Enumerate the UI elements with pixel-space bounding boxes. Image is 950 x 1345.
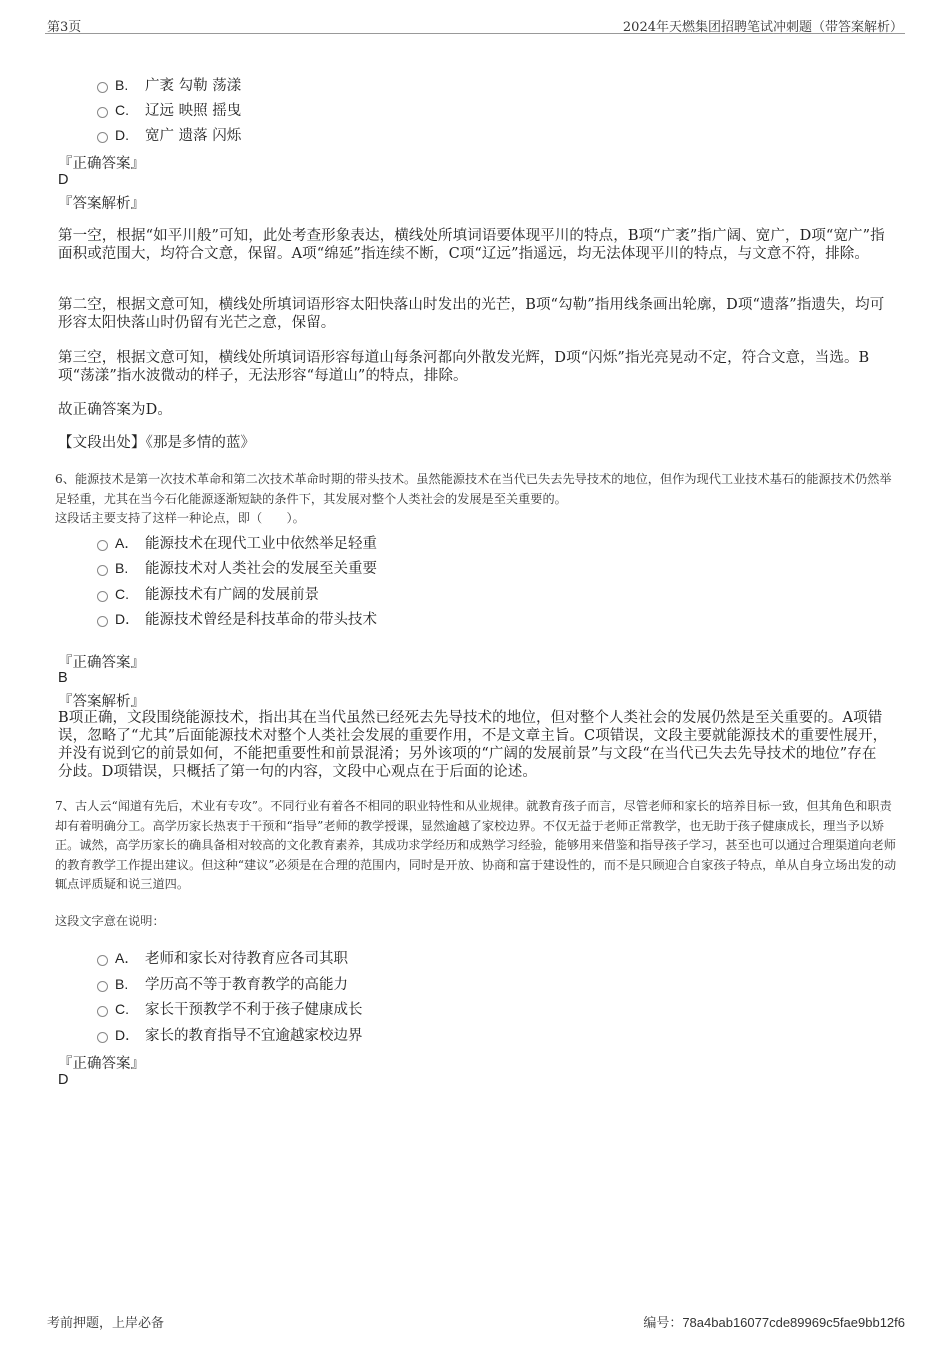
q5-answer-label: 『正确答案』 xyxy=(58,156,145,172)
q5-source: 【文段出处】《那是多情的蓝》 xyxy=(58,435,256,451)
radio-icon[interactable] xyxy=(97,1006,108,1017)
option-letter: B. xyxy=(115,559,129,576)
option-text: 宽广 遗落 闪烁 xyxy=(145,128,242,144)
radio-icon[interactable] xyxy=(97,955,108,966)
radio-icon[interactable] xyxy=(97,591,108,602)
option-text: 老师和家长对待教育应各司其职 xyxy=(145,951,348,967)
q5-analysis-label: 『答案解析』 xyxy=(58,196,145,212)
option-letter: A． xyxy=(115,949,139,966)
q7-answer: D xyxy=(58,1072,69,1088)
radio-icon[interactable] xyxy=(97,107,108,118)
q5-answer: D xyxy=(58,172,69,188)
radio-icon[interactable] xyxy=(97,616,108,627)
option-text: 能源技术曾经是科技革命的带头技术 xyxy=(145,612,377,628)
radio-icon[interactable] xyxy=(97,82,108,93)
code-label: 编号： xyxy=(643,1316,683,1331)
q5-analysis-para-3: 第三空，根据文意可知，横线处所填词语形容每道山每条河都向外散发光辉，D项“闪烁”指光亮晃动不定，符合文意，当选。B项“荡漾”指水波微动的样子，无法形容“每道山”的特点，排除。 xyxy=(58,350,870,384)
q5-option-d[interactable] xyxy=(97,124,241,145)
option-text: 辽远 映照 摇曳 xyxy=(145,103,242,119)
option-letter: D. xyxy=(115,126,129,143)
option-text: 能源技术有广阔的发展前景 xyxy=(145,587,319,603)
option-letter: D． xyxy=(115,610,140,627)
q7-stem: 7、古人云“闻道有先后，术业有专攻”。不同行业有着各不相同的职业特性和从业规律。就教育孩子而言，尽管老师和家长的培养目标一致，但其角色和职责却有着明确分工。高学历家长热衷于干预和“指导”老师的教学授课，显然逾越了家校边界。不仅无益于老师正常教学，也无助于孩子健康成长，理当予以矫正。诚然，高学历家长的确具备相对较高的文化教育素养，其成功求学经历和成熟学习经验，能够用来借鉴和指导孩子学习，甚至也可以通过合理渠道向老师的教育教学工作提出建议。但这种“建议”必须是在合理的范围内，同时是开放、协商和富于建设性的，而不是只顾迎合自家孩子特点，单从自身立场出发的动辄点评质疑和说三道四。 xyxy=(55,799,897,891)
q5-analysis-para-2: 第二空，根据文意可知，横线处所填词语形容太阳快落山时发出的光芒，B项“勾勒”指用线条画出轮廓，D项“遗落”指遗失，均可形容太阳快落山时仍留有光芒之意，保留。 xyxy=(58,297,885,331)
radio-icon[interactable] xyxy=(97,1032,108,1043)
q6-answer: B xyxy=(58,670,68,686)
q6-question: 这段话主要支持了这样一种论点，即（ ）。 xyxy=(55,511,305,525)
radio-icon[interactable] xyxy=(97,132,108,143)
option-text: 家长的教育指导不宜逾越家校边界 xyxy=(145,1028,363,1044)
option-letter: B. xyxy=(115,975,129,992)
q7-answer-label: 『正确答案』 xyxy=(58,1056,145,1072)
q6-option-a[interactable] xyxy=(97,532,377,553)
option-letter: C. xyxy=(115,585,129,602)
q5-analysis-conclusion: 故正确答案为D。 xyxy=(58,402,172,418)
document-code xyxy=(643,1312,905,1331)
footer-slogan: 考前押题，上岸必备 xyxy=(47,1316,165,1331)
q6-analysis: B项正确，文段围绕能源技术，指出其在当代虽然已经死去先导技术的地位，但对整个人类社会的发展仍然是至关重要的。A项错误，忽略了“尤其”后面能源技术对整个人类社会发展的重要作用，不是文章主旨。C项错误，文段主要就能源技术的重要性展开，并没有说到它的前景如何，不能把重要性和前景混淆；另外该项的“广阔的发展前景”与文段“在当代已失去先导技术的地位”存在分歧。D项错误，只概括了第一句的内容，文段中心观点在于后面的论述。 xyxy=(58,710,888,780)
q5-option-b[interactable] xyxy=(97,74,241,95)
option-text: 家长干预教学不利于孩子健康成长 xyxy=(145,1002,363,1018)
option-letter: A． xyxy=(115,534,139,551)
option-letter: C. xyxy=(115,101,129,118)
option-letter: D． xyxy=(115,1026,140,1043)
q6-analysis-label: 『答案解析』 xyxy=(58,694,145,710)
radio-icon[interactable] xyxy=(97,540,108,551)
q5-analysis-para-1: 第一空，根据“如平川般”可知，此处考查形象表达，横线处所填词语要体现平川的特点，B项“广袤”指广阔、宽广，D项“宽广”指面积或范围大，均符合文意，保留。A项“绵延”指连续不断，C项“辽远”指遥远，均无法体现平川的特点，与文意不符，排除。 xyxy=(58,228,885,262)
page-header xyxy=(45,14,905,34)
q6-option-d[interactable] xyxy=(97,608,377,629)
option-text: 能源技术对人类社会的发展至关重要 xyxy=(145,561,377,577)
q6-option-c[interactable] xyxy=(97,583,319,604)
q6-option-b[interactable] xyxy=(97,557,377,578)
option-text: 广袤 勾勒 荡漾 xyxy=(145,78,242,94)
option-text: 学历高不等于教育教学的高能力 xyxy=(145,977,348,993)
q7-option-c[interactable] xyxy=(97,998,363,1019)
q7-option-a[interactable] xyxy=(97,947,348,968)
option-text: 能源技术在现代工业中依然举足轻重 xyxy=(145,536,377,552)
q6-stem: 6、能源技术是第一次技术革命和第二次技术革命时期的带头技术。虽然能源技术在当代已失去先导技术的地位，但作为现代工业技术基石的能源技术仍然举足轻重，尤其在当今石化能源逐渐短缺的条件下，其发展对整个人类社会的发展是至关重要的。 xyxy=(55,472,892,506)
q5-option-c[interactable] xyxy=(97,99,241,120)
option-letter: C. xyxy=(115,1000,129,1017)
q7-option-d[interactable] xyxy=(97,1024,363,1045)
q6-answer-label: 『正确答案』 xyxy=(58,655,145,671)
q7-question: 这段文字意在说明： xyxy=(55,914,165,928)
document-title: 2024年天燃集团招聘笔试冲刺题（带答案解析） xyxy=(622,20,903,35)
radio-icon[interactable] xyxy=(97,981,108,992)
radio-icon[interactable] xyxy=(97,565,108,576)
code-value: 78a4bab16077cde89969c5fae9bb12f6 xyxy=(682,1315,905,1330)
q7-option-b[interactable] xyxy=(97,973,348,994)
page-number: 第3页 xyxy=(47,20,82,35)
option-letter: B. xyxy=(115,76,129,93)
